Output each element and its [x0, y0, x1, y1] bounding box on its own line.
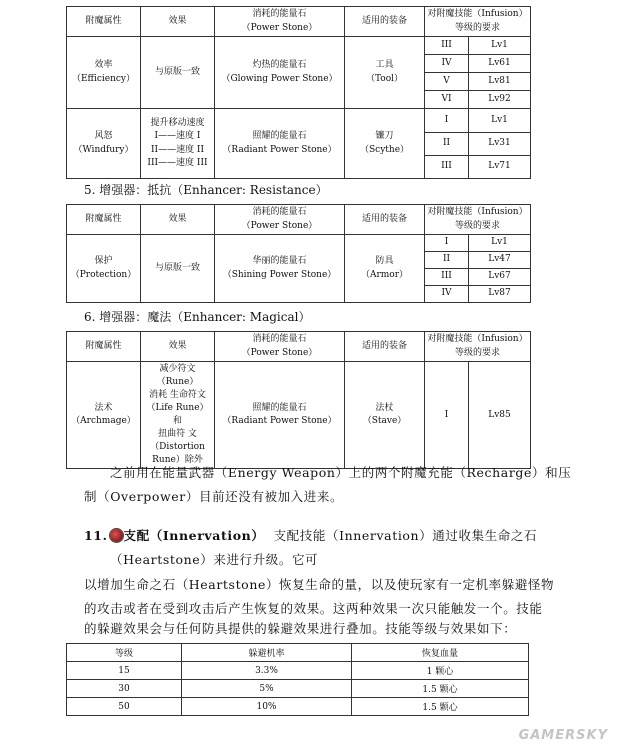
stone-cell: 灼热的能量石 （Glowing Power Stone） — [215, 37, 345, 109]
level-required: Lv71 — [469, 156, 531, 179]
table-row — [67, 698, 529, 716]
level-roman: VI — [425, 91, 469, 109]
section-5-title: 5. 增强器：抵抗（Enhancer: Resistance） — [84, 183, 328, 197]
effect-cell: 提升移动速度 I——速度 I II——速度 II III——速度 III — [141, 109, 215, 179]
innervation-skill-icon — [110, 529, 123, 542]
table-row — [67, 680, 529, 698]
stone-cell: 华丽的能量石 （Shining Power Stone） — [215, 235, 345, 303]
level-roman: II — [425, 252, 469, 269]
table-row — [67, 109, 531, 133]
header-stone: 消耗的能量石 （Power Stone） — [215, 205, 345, 235]
header-attr: 附魔属性 — [67, 205, 141, 235]
stone-cell: 照耀的能量石 （Radiant Power Stone） — [215, 362, 345, 469]
level-cell: 15 — [67, 662, 182, 680]
level-roman: I — [425, 109, 469, 133]
level-required: Lv92 — [469, 91, 531, 109]
note-line-2: 制（Overpower）目前还没有被加入进来。 — [84, 489, 344, 504]
header-stone: 消耗的能量石 （Power Stone） — [215, 7, 345, 37]
section-11-line-1: 支配技能（Innervation）通过收集生命之石 — [273, 528, 538, 543]
attr-cell: 保护 （Protection） — [67, 235, 141, 303]
section-11-line-4: 的攻击或者在受到攻击后产生恢复的效果。这两种效果一次只能触发一个。技能 — [84, 601, 543, 616]
level-required: Lv81 — [469, 73, 531, 91]
table-row — [67, 37, 531, 55]
header-equip: 适用的装备 — [345, 332, 425, 362]
enchant-table-2 — [66, 204, 531, 303]
level-required: Lv31 — [469, 133, 531, 156]
table-row — [67, 235, 531, 252]
level-required: Lv1 — [469, 109, 531, 133]
section-11-line-3: 以增加生命之石（Heartstone）恢复生命的量，以及使玩家有一定机率躲避怪物 — [84, 577, 555, 592]
level-cell: 30 — [67, 680, 182, 698]
level-roman: II — [425, 133, 469, 156]
table-header-row — [67, 332, 531, 362]
section-11-line-2: （Heartstone）来进行升级。它可 — [110, 552, 319, 567]
header-requirement: 对附魔技能（Infusion） 等级的要求 — [425, 205, 531, 235]
note-line-1: 之前用在能量武器（Energy Weapon）上的两个附魔充能（Recharge）和压 — [110, 465, 572, 480]
dodge-cell: 3.3% — [182, 662, 352, 680]
table-row — [67, 362, 531, 469]
header-level: 等级 — [67, 644, 182, 662]
header-attr: 附魔属性 — [67, 7, 141, 37]
effect-cell: 与原版一致 — [141, 37, 215, 109]
table-header-row — [67, 644, 529, 662]
level-roman: III — [425, 269, 469, 286]
section-11-line-5: 的躲避效果会与任何防具提供的躲避效果进行叠加。技能等级与效果如下： — [84, 621, 517, 636]
section-11-heading — [84, 524, 537, 548]
section-6-title: 6. 增强器：魔法（Enhancer: Magical） — [84, 310, 311, 324]
equip-cell: 防具 （Armor） — [345, 235, 425, 303]
table-header-row — [67, 205, 531, 235]
level-cell: 50 — [67, 698, 182, 716]
enchant-table-1 — [66, 6, 531, 179]
header-attr: 附魔属性 — [67, 332, 141, 362]
header-heal: 恢复血量 — [352, 644, 529, 662]
header-dodge: 躲避机率 — [182, 644, 352, 662]
table-row — [67, 662, 529, 680]
enchant-table-3 — [66, 331, 531, 469]
attr-cell: 法术 （Archmage） — [67, 362, 141, 469]
table-header-row — [67, 7, 531, 37]
equip-cell: 镰刀 （Scythe） — [345, 109, 425, 179]
stone-cell: 照耀的能量石 （Radiant Power Stone） — [215, 109, 345, 179]
section-11-title: 支配（Innervation） — [123, 528, 265, 543]
level-roman: IV — [425, 286, 469, 303]
header-requirement: 对附魔技能（Infusion） 等级的要求 — [425, 332, 531, 362]
equip-cell: 法杖 （Stave） — [345, 362, 425, 469]
effect-cell: 减少符文（Rune） 消耗 生命符文 （Life Rune）和 扭曲符 文 （Distortion Rune）除外 — [141, 362, 215, 469]
header-equip: 适用的装备 — [345, 7, 425, 37]
header-effect: 效果 — [141, 205, 215, 235]
level-required: Lv87 — [469, 286, 531, 303]
heal-cell: 1.5 颗心 — [352, 680, 529, 698]
level-roman: III — [425, 37, 469, 55]
effect-cell: 与原版一致 — [141, 235, 215, 303]
level-required: Lv67 — [469, 269, 531, 286]
dodge-cell: 10% — [182, 698, 352, 716]
gamersky-watermark: GAMERSKY — [518, 728, 608, 743]
level-roman: I — [425, 235, 469, 252]
header-equip: 适用的装备 — [345, 205, 425, 235]
header-requirement: 对附魔技能（Infusion） 等级的要求 — [425, 7, 531, 37]
level-required: Lv1 — [469, 235, 531, 252]
dodge-cell: 5% — [182, 680, 352, 698]
level-required: Lv85 — [469, 362, 531, 469]
level-required: Lv1 — [469, 37, 531, 55]
heal-cell: 1.5 颗心 — [352, 698, 529, 716]
level-required: Lv61 — [469, 55, 531, 73]
header-stone: 消耗的能量石 （Power Stone） — [215, 332, 345, 362]
heal-cell: 1 颗心 — [352, 662, 529, 680]
section-11-number: 11. — [84, 528, 108, 543]
attr-cell: 效率 （Efficiency） — [67, 37, 141, 109]
attr-cell: 风怒 （Windfury） — [67, 109, 141, 179]
level-roman: I — [425, 362, 469, 469]
header-effect: 效果 — [141, 7, 215, 37]
level-roman: III — [425, 156, 469, 179]
innervation-level-table — [66, 643, 529, 716]
level-roman: IV — [425, 55, 469, 73]
level-roman: V — [425, 73, 469, 91]
equip-cell: 工具 （Tool） — [345, 37, 425, 109]
level-required: Lv47 — [469, 252, 531, 269]
header-effect: 效果 — [141, 332, 215, 362]
